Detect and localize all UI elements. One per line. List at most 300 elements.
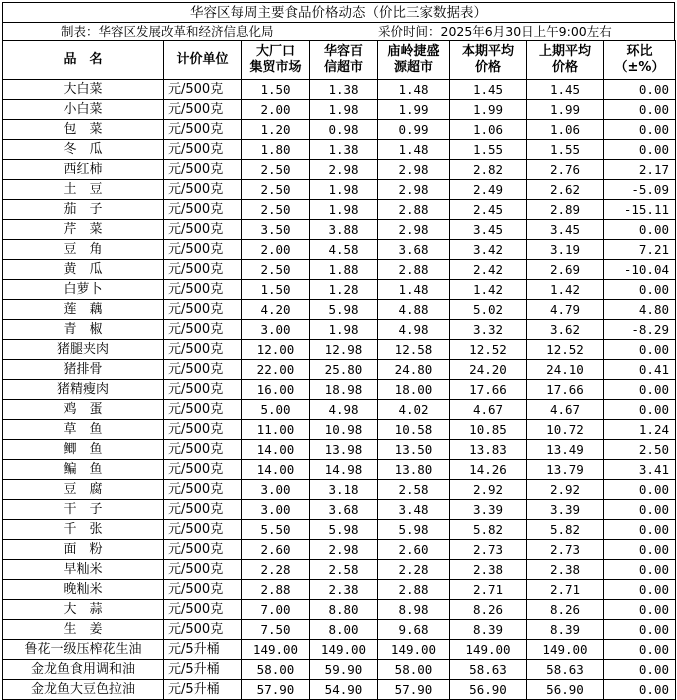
- table-row: [3, 540, 676, 560]
- previous-avg-cell: 3.45: [527, 220, 604, 240]
- dachangkou-price-cell: 7.00: [242, 600, 310, 620]
- dachangkou-price-cell: 2.88: [242, 580, 310, 600]
- table-row: [3, 680, 676, 700]
- change-percent-cell: 0.00: [604, 660, 676, 680]
- table-row: [3, 160, 676, 180]
- dachangkou-price-cell: 149.00: [242, 640, 310, 660]
- table-row: [3, 440, 676, 460]
- unit-cell: 元/500克: [164, 460, 242, 480]
- dachangkou-price-cell: 7.50: [242, 620, 310, 640]
- dachangkou-price-cell: 16.00: [242, 380, 310, 400]
- header-label-line: 集贸市场: [249, 60, 302, 75]
- dachangkou-price-cell: 5.50: [242, 520, 310, 540]
- unit-cell: 元/500克: [164, 160, 242, 180]
- price-sheet: [2, 2, 675, 700]
- previous-avg-cell: 12.52: [527, 340, 604, 360]
- jieshengyuan-price-cell: 5.98: [378, 520, 450, 540]
- unit-cell: 元/500克: [164, 500, 242, 520]
- table-row: [3, 260, 676, 280]
- change-percent-cell: -15.11: [604, 200, 676, 220]
- unit-cell: 元/500克: [164, 600, 242, 620]
- previous-avg-cell: 1.55: [527, 140, 604, 160]
- baixin-price-cell: 2.98: [310, 160, 378, 180]
- baixin-price-cell: 1.98: [310, 100, 378, 120]
- item-name-cell: 大 蒜: [3, 600, 164, 620]
- jieshengyuan-price-cell: 2.88: [378, 200, 450, 220]
- unit-cell: 元/500克: [164, 200, 242, 220]
- unit-cell: 元/500克: [164, 100, 242, 120]
- unit-cell: 元/500克: [164, 300, 242, 320]
- current-avg-cell: 8.26: [450, 600, 527, 620]
- unit-cell: 元/5升桶: [164, 660, 242, 680]
- previous-avg-cell: 56.90: [527, 680, 604, 700]
- header-change: [604, 41, 676, 80]
- table-row: [3, 580, 676, 600]
- item-name-cell: 鲁花一级压榨花生油: [3, 640, 164, 660]
- baixin-price-cell: 8.80: [310, 600, 378, 620]
- item-name-cell: 冬 瓜: [3, 140, 164, 160]
- baixin-price-cell: 25.80: [310, 360, 378, 380]
- change-percent-cell: 2.17: [604, 160, 676, 180]
- change-percent-cell: 0.00: [604, 540, 676, 560]
- table-row: [3, 560, 676, 580]
- table-row: [3, 140, 676, 160]
- item-name-cell: 包 菜: [3, 120, 164, 140]
- baixin-price-cell: 1.88: [310, 260, 378, 280]
- header-label-line: 信超市: [323, 60, 363, 75]
- change-percent-cell: 0.00: [604, 340, 676, 360]
- item-name-cell: 豆 腐: [3, 480, 164, 500]
- jieshengyuan-price-cell: 4.02: [378, 400, 450, 420]
- dachangkou-price-cell: 11.00: [242, 420, 310, 440]
- unit-cell: 元/500克: [164, 340, 242, 360]
- dachangkou-price-cell: 22.00: [242, 360, 310, 380]
- change-percent-cell: 3.41: [604, 460, 676, 480]
- current-avg-cell: 3.42: [450, 240, 527, 260]
- item-name-cell: 西红柿: [3, 160, 164, 180]
- table-row: [3, 220, 676, 240]
- change-percent-cell: 1.24: [604, 420, 676, 440]
- dachangkou-price-cell: 14.00: [242, 460, 310, 480]
- baixin-price-cell: 149.00: [310, 640, 378, 660]
- header-name: [3, 41, 164, 80]
- unit-cell: 元/500克: [164, 80, 242, 100]
- current-avg-cell: 8.39: [450, 620, 527, 640]
- unit-cell: 元/500克: [164, 520, 242, 540]
- unit-cell: 元/500克: [164, 580, 242, 600]
- item-name-cell: 猪腿夹肉: [3, 340, 164, 360]
- change-percent-cell: 0.00: [604, 120, 676, 140]
- unit-cell: 元/500克: [164, 380, 242, 400]
- jieshengyuan-price-cell: 1.48: [378, 80, 450, 100]
- baixin-price-cell: 4.98: [310, 400, 378, 420]
- jieshengyuan-price-cell: 24.80: [378, 360, 450, 380]
- dachangkou-price-cell: 14.00: [242, 440, 310, 460]
- previous-avg-cell: 2.62: [527, 180, 604, 200]
- dachangkou-price-cell: 3.00: [242, 480, 310, 500]
- jieshengyuan-price-cell: 13.50: [378, 440, 450, 460]
- current-avg-cell: 10.85: [450, 420, 527, 440]
- current-avg-cell: 2.71: [450, 580, 527, 600]
- item-name-cell: 生 姜: [3, 620, 164, 640]
- dachangkou-price-cell: 1.50: [242, 280, 310, 300]
- jieshengyuan-price-cell: 2.98: [378, 180, 450, 200]
- previous-avg-cell: 13.49: [527, 440, 604, 460]
- change-percent-cell: 0.00: [604, 500, 676, 520]
- table-row: [3, 100, 676, 120]
- current-avg-cell: 56.90: [450, 680, 527, 700]
- current-avg-cell: 149.00: [450, 640, 527, 660]
- header-label-line: 上期平均: [538, 44, 591, 59]
- header-label-line: 源超市: [393, 60, 433, 75]
- header-label-line: （±%）: [614, 60, 665, 75]
- previous-avg-cell: 10.72: [527, 420, 604, 440]
- current-avg-cell: 5.02: [450, 300, 527, 320]
- current-avg-cell: 1.45: [450, 80, 527, 100]
- change-percent-cell: 0.00: [604, 280, 676, 300]
- change-percent-cell: 2.50: [604, 440, 676, 460]
- change-percent-cell: 0.00: [604, 480, 676, 500]
- header-market-jieshengyuan: [378, 41, 450, 80]
- jieshengyuan-price-cell: 2.58: [378, 480, 450, 500]
- current-avg-cell: 2.92: [450, 480, 527, 500]
- baixin-price-cell: 8.00: [310, 620, 378, 640]
- dachangkou-price-cell: 1.50: [242, 80, 310, 100]
- change-percent-cell: 0.00: [604, 640, 676, 660]
- item-name-cell: 黄 瓜: [3, 260, 164, 280]
- baixin-price-cell: 1.38: [310, 140, 378, 160]
- item-name-cell: 莲 藕: [3, 300, 164, 320]
- table-row: [3, 420, 676, 440]
- item-name-cell: 晚籼米: [3, 580, 164, 600]
- dachangkou-price-cell: 4.20: [242, 300, 310, 320]
- current-avg-cell: 1.55: [450, 140, 527, 160]
- baixin-price-cell: 10.98: [310, 420, 378, 440]
- table-row: [3, 400, 676, 420]
- dachangkou-price-cell: 3.00: [242, 500, 310, 520]
- current-avg-cell: 2.45: [450, 200, 527, 220]
- previous-avg-cell: 2.73: [527, 540, 604, 560]
- dachangkou-price-cell: 2.50: [242, 260, 310, 280]
- unit-cell: 元/500克: [164, 320, 242, 340]
- current-avg-cell: 5.82: [450, 520, 527, 540]
- baixin-price-cell: 3.88: [310, 220, 378, 240]
- table-row: [3, 360, 676, 380]
- header-previous-avg: [527, 41, 604, 80]
- item-name-cell: 鲫 鱼: [3, 440, 164, 460]
- unit-cell: 元/500克: [164, 140, 242, 160]
- table-row: [3, 640, 676, 660]
- change-percent-cell: 0.00: [604, 380, 676, 400]
- jieshengyuan-price-cell: 9.68: [378, 620, 450, 640]
- jieshengyuan-price-cell: 13.80: [378, 460, 450, 480]
- baixin-price-cell: 3.18: [310, 480, 378, 500]
- table-body: [3, 80, 676, 700]
- unit-cell: 元/500克: [164, 240, 242, 260]
- header-label-line: 环比: [626, 44, 653, 59]
- current-avg-cell: 12.52: [450, 340, 527, 360]
- table-row: [3, 480, 676, 500]
- change-percent-cell: -10.04: [604, 260, 676, 280]
- table-row: [3, 340, 676, 360]
- dachangkou-price-cell: 5.00: [242, 400, 310, 420]
- baixin-price-cell: 1.28: [310, 280, 378, 300]
- previous-avg-cell: 2.92: [527, 480, 604, 500]
- change-percent-cell: -8.29: [604, 320, 676, 340]
- current-avg-cell: 14.26: [450, 460, 527, 480]
- dachangkou-price-cell: 58.00: [242, 660, 310, 680]
- jieshengyuan-price-cell: 18.00: [378, 380, 450, 400]
- jieshengyuan-price-cell: 2.98: [378, 160, 450, 180]
- change-percent-cell: 0.00: [604, 620, 676, 640]
- table-row: [3, 180, 676, 200]
- jieshengyuan-price-cell: 149.00: [378, 640, 450, 660]
- baixin-price-cell: 54.90: [310, 680, 378, 700]
- table-header-row: [3, 41, 676, 80]
- baixin-price-cell: 13.98: [310, 440, 378, 460]
- jieshengyuan-price-cell: 12.58: [378, 340, 450, 360]
- change-percent-cell: 0.00: [604, 220, 676, 240]
- maker-text: 制表：华容区发展改革和经济信息化局: [61, 24, 274, 39]
- previous-avg-cell: 5.82: [527, 520, 604, 540]
- change-percent-cell: 0.00: [604, 680, 676, 700]
- dachangkou-price-cell: 2.00: [242, 100, 310, 120]
- dachangkou-price-cell: 3.50: [242, 220, 310, 240]
- change-percent-cell: 0.00: [604, 80, 676, 100]
- baixin-price-cell: 4.58: [310, 240, 378, 260]
- current-avg-cell: 1.06: [450, 120, 527, 140]
- table-row: [3, 80, 676, 100]
- change-percent-cell: -5.09: [604, 180, 676, 200]
- previous-avg-cell: 8.39: [527, 620, 604, 640]
- current-avg-cell: 2.82: [450, 160, 527, 180]
- table-row: [3, 200, 676, 220]
- table-row: [3, 120, 676, 140]
- change-percent-cell: 7.21: [604, 240, 676, 260]
- jieshengyuan-price-cell: 1.99: [378, 100, 450, 120]
- jieshengyuan-price-cell: 1.48: [378, 280, 450, 300]
- current-avg-cell: 4.67: [450, 400, 527, 420]
- change-percent-cell: 0.00: [604, 140, 676, 160]
- header-label-line: 庙岭捷盛: [387, 44, 440, 59]
- jieshengyuan-price-cell: 2.98: [378, 220, 450, 240]
- unit-cell: 元/500克: [164, 620, 242, 640]
- table-row: [3, 500, 676, 520]
- unit-cell: 元/500克: [164, 440, 242, 460]
- jieshengyuan-price-cell: 3.68: [378, 240, 450, 260]
- item-name-cell: 猪排骨: [3, 360, 164, 380]
- jieshengyuan-price-cell: 58.00: [378, 660, 450, 680]
- baixin-price-cell: 18.98: [310, 380, 378, 400]
- dachangkou-price-cell: 2.60: [242, 540, 310, 560]
- change-percent-cell: 0.00: [604, 520, 676, 540]
- dachangkou-price-cell: 2.28: [242, 560, 310, 580]
- current-avg-cell: 2.38: [450, 560, 527, 580]
- unit-cell: 元/500克: [164, 360, 242, 380]
- baixin-price-cell: 5.98: [310, 520, 378, 540]
- header-label-line: 本期平均: [461, 44, 514, 59]
- header-label-line: 价格: [551, 60, 578, 75]
- change-percent-cell: 0.00: [604, 600, 676, 620]
- previous-avg-cell: 3.62: [527, 320, 604, 340]
- table-row: [3, 240, 676, 260]
- item-name-cell: 干 子: [3, 500, 164, 520]
- header-market-dachangkou: [242, 41, 310, 80]
- header-label-line: 华容百: [323, 44, 363, 59]
- collect-time-text: 采价时间：2025年6月30日上午9:00左右: [378, 24, 612, 39]
- previous-avg-cell: 17.66: [527, 380, 604, 400]
- header-label-line: 品 名: [63, 52, 103, 67]
- jieshengyuan-price-cell: 0.99: [378, 120, 450, 140]
- jieshengyuan-price-cell: 2.28: [378, 560, 450, 580]
- current-avg-cell: 58.63: [450, 660, 527, 680]
- table-row: [3, 520, 676, 540]
- header-label-line: 计价单位: [176, 52, 229, 67]
- jieshengyuan-price-cell: 4.98: [378, 320, 450, 340]
- header-label-line: 价格: [474, 60, 501, 75]
- change-percent-cell: 4.80: [604, 300, 676, 320]
- current-avg-cell: 3.45: [450, 220, 527, 240]
- dachangkou-price-cell: 3.00: [242, 320, 310, 340]
- item-name-cell: 金龙鱼食用调和油: [3, 660, 164, 680]
- baixin-price-cell: 14.98: [310, 460, 378, 480]
- baixin-price-cell: 12.98: [310, 340, 378, 360]
- item-name-cell: 豆 角: [3, 240, 164, 260]
- item-name-cell: 白萝卜: [3, 280, 164, 300]
- current-avg-cell: 17.66: [450, 380, 527, 400]
- baixin-price-cell: 1.98: [310, 200, 378, 220]
- unit-cell: 元/5升桶: [164, 640, 242, 660]
- unit-cell: 元/500克: [164, 280, 242, 300]
- previous-avg-cell: 1.45: [527, 80, 604, 100]
- current-avg-cell: 3.39: [450, 500, 527, 520]
- current-avg-cell: 2.49: [450, 180, 527, 200]
- jieshengyuan-price-cell: 8.98: [378, 600, 450, 620]
- table-row: [3, 460, 676, 480]
- item-name-cell: 面 粉: [3, 540, 164, 560]
- previous-avg-cell: 58.63: [527, 660, 604, 680]
- item-name-cell: 土 豆: [3, 180, 164, 200]
- dachangkou-price-cell: 12.00: [242, 340, 310, 360]
- table-row: [3, 320, 676, 340]
- baixin-price-cell: 2.98: [310, 540, 378, 560]
- table-row: [3, 280, 676, 300]
- baixin-price-cell: 5.98: [310, 300, 378, 320]
- change-percent-cell: 0.00: [604, 100, 676, 120]
- item-name-cell: 草 鱼: [3, 420, 164, 440]
- item-name-cell: 茄 子: [3, 200, 164, 220]
- baixin-price-cell: 1.38: [310, 80, 378, 100]
- table-row: [3, 380, 676, 400]
- baixin-price-cell: 3.68: [310, 500, 378, 520]
- item-name-cell: 金龙鱼大豆色拉油: [3, 680, 164, 700]
- baixin-price-cell: 1.98: [310, 320, 378, 340]
- header-current-avg: [450, 41, 527, 80]
- unit-cell: 元/500克: [164, 560, 242, 580]
- unit-cell: 元/500克: [164, 180, 242, 200]
- item-name-cell: 小白菜: [3, 100, 164, 120]
- item-name-cell: 鳊 鱼: [3, 460, 164, 480]
- jieshengyuan-price-cell: 4.88: [378, 300, 450, 320]
- dachangkou-price-cell: 57.90: [242, 680, 310, 700]
- jieshengyuan-price-cell: 10.58: [378, 420, 450, 440]
- jieshengyuan-price-cell: 2.88: [378, 580, 450, 600]
- sheet-info-row: [2, 22, 675, 40]
- previous-avg-cell: 3.39: [527, 500, 604, 520]
- baixin-price-cell: 0.98: [310, 120, 378, 140]
- current-avg-cell: 1.42: [450, 280, 527, 300]
- dachangkou-price-cell: 1.20: [242, 120, 310, 140]
- price-table: [2, 40, 676, 700]
- baixin-price-cell: 59.90: [310, 660, 378, 680]
- jieshengyuan-price-cell: 1.48: [378, 140, 450, 160]
- jieshengyuan-price-cell: 3.48: [378, 500, 450, 520]
- previous-avg-cell: 24.10: [527, 360, 604, 380]
- unit-cell: 元/5升桶: [164, 680, 242, 700]
- unit-cell: 元/500克: [164, 260, 242, 280]
- dachangkou-price-cell: 1.80: [242, 140, 310, 160]
- current-avg-cell: 2.42: [450, 260, 527, 280]
- unit-cell: 元/500克: [164, 220, 242, 240]
- header-unit: [164, 41, 242, 80]
- header-label-line: 大厂口: [255, 44, 295, 59]
- baixin-price-cell: 2.58: [310, 560, 378, 580]
- unit-cell: 元/500克: [164, 420, 242, 440]
- previous-avg-cell: 8.26: [527, 600, 604, 620]
- previous-avg-cell: 1.06: [527, 120, 604, 140]
- previous-avg-cell: 2.89: [527, 200, 604, 220]
- change-percent-cell: 0.00: [604, 580, 676, 600]
- jieshengyuan-price-cell: 2.60: [378, 540, 450, 560]
- previous-avg-cell: 4.79: [527, 300, 604, 320]
- change-percent-cell: 0.41: [604, 360, 676, 380]
- previous-avg-cell: 2.71: [527, 580, 604, 600]
- previous-avg-cell: 2.38: [527, 560, 604, 580]
- item-name-cell: 青 椒: [3, 320, 164, 340]
- current-avg-cell: 13.83: [450, 440, 527, 460]
- change-percent-cell: 0.00: [604, 400, 676, 420]
- previous-avg-cell: 1.42: [527, 280, 604, 300]
- unit-cell: 元/500克: [164, 400, 242, 420]
- dachangkou-price-cell: 2.00: [242, 240, 310, 260]
- change-percent-cell: 0.00: [604, 560, 676, 580]
- current-avg-cell: 2.73: [450, 540, 527, 560]
- current-avg-cell: 3.32: [450, 320, 527, 340]
- sheet-title: 华容区每周主要食品价格动态（价比三家数据表）: [2, 2, 675, 22]
- baixin-price-cell: 2.38: [310, 580, 378, 600]
- unit-cell: 元/500克: [164, 120, 242, 140]
- baixin-price-cell: 1.98: [310, 180, 378, 200]
- item-name-cell: 鸡 蛋: [3, 400, 164, 420]
- jieshengyuan-price-cell: 2.88: [378, 260, 450, 280]
- jieshengyuan-price-cell: 57.90: [378, 680, 450, 700]
- previous-avg-cell: 3.19: [527, 240, 604, 260]
- previous-avg-cell: 2.76: [527, 160, 604, 180]
- table-row: [3, 620, 676, 640]
- unit-cell: 元/500克: [164, 480, 242, 500]
- dachangkou-price-cell: 2.50: [242, 200, 310, 220]
- item-name-cell: 芹 菜: [3, 220, 164, 240]
- dachangkou-price-cell: 2.50: [242, 160, 310, 180]
- previous-avg-cell: 2.69: [527, 260, 604, 280]
- previous-avg-cell: 4.67: [527, 400, 604, 420]
- table-row: [3, 600, 676, 620]
- current-avg-cell: 24.20: [450, 360, 527, 380]
- table-row: [3, 300, 676, 320]
- header-market-baixin: [310, 41, 378, 80]
- current-avg-cell: 1.99: [450, 100, 527, 120]
- item-name-cell: 大白菜: [3, 80, 164, 100]
